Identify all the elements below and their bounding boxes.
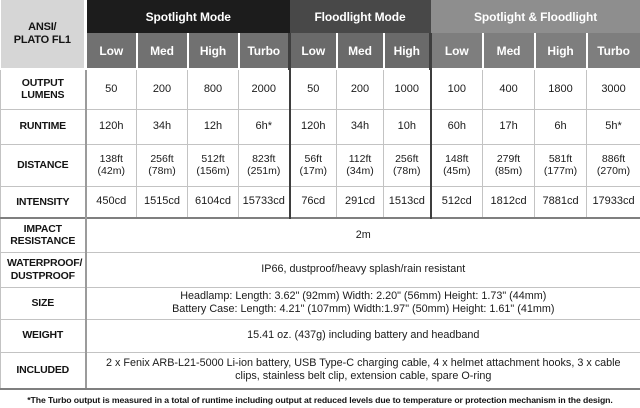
merged-value-line: IP66, dustproof/heavy splash/rain resistant (261, 262, 466, 275)
mode-header-floodlight-mode-high: High (384, 33, 431, 69)
cell-intensity-1: 1515cd (137, 186, 188, 218)
merged-value-line: Headlamp: Length: 3.62" (92mm) Width: 2.20" (56mm) Height: 1.73" (44mm) (180, 289, 547, 302)
cell-output-lumens-9: 1800 (535, 69, 587, 109)
cell-distance-4: 56ft (17m) (290, 144, 337, 186)
mode-header-spotlight-floodlight-med: Med (483, 33, 535, 69)
spec-row-impact-resistance (1, 218, 640, 252)
row-label-output-lumens: OUTPUT LUMENS (1, 69, 86, 109)
cell-intensity-3: 15733cd (239, 186, 290, 218)
cell-waterproof-dustproof (86, 252, 640, 287)
cell-distance-2: 512ft (156m) (188, 144, 239, 186)
cell-intensity-7: 512cd (431, 186, 483, 218)
mode-header-floodlight-mode-med: Med (337, 33, 384, 69)
mode-header-floodlight-mode-low: Low (290, 33, 337, 69)
cell-intensity-0: 450cd (86, 186, 137, 218)
cell-distance-5: 112ft (34m) (337, 144, 384, 186)
mode-header-spotlight-mode-high: High (188, 33, 239, 69)
cell-runtime-5: 34h (337, 109, 384, 144)
cell-output-lumens-5: 200 (337, 69, 384, 109)
merged-value-line: 2 x Fenix ARB-L21-5000 Li-ion battery, USB Type-C charging cable, 4 x helmet attachment hooks, 3 x cable clips, stainless belt clip, extension cable, spare O-ring (106, 356, 621, 383)
cell-distance-0: 138ft (42m) (86, 144, 137, 186)
cell-intensity-4: 76cd (290, 186, 337, 218)
cell-intensity-8: 1812cd (483, 186, 535, 218)
cell-runtime-4: 120h (290, 109, 337, 144)
spec-row-size (1, 287, 640, 319)
group-header-row (1, 0, 640, 33)
cell-output-lumens-8: 400 (483, 69, 535, 109)
cell-weight (86, 319, 640, 352)
turbo-footnote: *The Turbo output is measured in a total of runtime including output at reduced levels due to temperature or protection mechanism in the design. (27, 395, 613, 405)
row-label-size: SIZE (1, 287, 86, 319)
cell-output-lumens-2: 800 (188, 69, 239, 109)
spec-row-distance (1, 144, 640, 186)
cell-distance-6: 256ft (78m) (384, 144, 431, 186)
mode-header-spotlight-floodlight-turbo: Turbo (587, 33, 640, 69)
cell-runtime-2: 12h (188, 109, 239, 144)
mode-header-spotlight-mode-med: Med (137, 33, 188, 69)
cell-intensity-5: 291cd (337, 186, 384, 218)
mode-header-row (1, 33, 640, 69)
row-label-included: INCLUDED (1, 352, 86, 389)
cell-runtime-10: 5h* (587, 109, 640, 144)
corner-header (1, 0, 86, 69)
cell-intensity-2: 6104cd (188, 186, 239, 218)
merged-value-line: 15.41 oz. (437g) including battery and headband (247, 328, 480, 341)
cell-runtime-0: 120h (86, 109, 137, 144)
cell-distance-10: 886ft (270m) (587, 144, 640, 186)
cell-intensity-6: 1513cd (384, 186, 431, 218)
cell-intensity-9: 7881cd (535, 186, 587, 218)
cell-included (86, 352, 640, 389)
group-header-spotlight-floodlight: Spotlight & Floodlight (431, 0, 640, 33)
row-label-waterproof-dustproof: WATERPROOF/ DUSTPROOF (1, 252, 86, 287)
cell-runtime-9: 6h (535, 109, 587, 144)
cell-distance-8: 279ft (85m) (483, 144, 535, 186)
cell-output-lumens-1: 200 (137, 69, 188, 109)
table-header (1, 0, 640, 69)
cell-output-lumens-6: 1000 (384, 69, 431, 109)
spec-row-weight (1, 319, 640, 352)
mode-header-spotlight-mode-turbo: Turbo (239, 33, 290, 69)
cell-runtime-1: 34h (137, 109, 188, 144)
cell-impact-resistance (86, 218, 640, 252)
cell-distance-1: 256ft (78m) (137, 144, 188, 186)
corner-header-line2: PLATO FL1 (13, 34, 71, 46)
table-body (1, 69, 640, 389)
mode-header-spotlight-mode-low: Low (86, 33, 137, 69)
group-header-spotlight-mode: Spotlight Mode (86, 0, 290, 33)
cell-runtime-7: 60h (431, 109, 483, 144)
row-label-intensity: INTENSITY (1, 186, 86, 218)
cell-runtime-6: 10h (384, 109, 431, 144)
merged-value-line: Battery Case: Length: 4.21" (107mm) Width:1.97" (50mm) Height: 1.61" (41mm) (172, 303, 555, 315)
row-label-impact-resistance: IMPACT RESISTANCE (1, 218, 86, 252)
mode-header-spotlight-floodlight-high: High (535, 33, 587, 69)
row-label-distance: DISTANCE (1, 144, 86, 186)
cell-size (86, 287, 640, 319)
cell-output-lumens-10: 3000 (587, 69, 640, 109)
cell-intensity-10: 17933cd (587, 186, 640, 218)
spec-row-intensity (1, 186, 640, 218)
row-label-weight: WEIGHT (1, 319, 86, 352)
cell-distance-7: 148ft (45m) (431, 144, 483, 186)
cell-output-lumens-7: 100 (431, 69, 483, 109)
spec-row-runtime (1, 109, 640, 144)
cell-runtime-3: 6h* (239, 109, 290, 144)
spec-row-included (1, 352, 640, 389)
cell-output-lumens-4: 50 (290, 69, 337, 109)
spec-row-output-lumens (1, 69, 640, 109)
cell-output-lumens-3: 2000 (239, 69, 290, 109)
corner-header-line1: ANSI/ (28, 20, 57, 33)
cell-distance-9: 581ft (177m) (535, 144, 587, 186)
cell-runtime-8: 17h (483, 109, 535, 144)
group-header-floodlight-mode: Floodlight Mode (290, 0, 431, 33)
merged-value-line: 2m (355, 228, 371, 241)
mode-header-spotlight-floodlight-low: Low (431, 33, 483, 69)
cell-output-lumens-0: 50 (86, 69, 137, 109)
row-label-runtime: RUNTIME (1, 109, 86, 144)
cell-distance-3: 823ft (251m) (239, 144, 290, 186)
spec-row-waterproof-dustproof (1, 252, 640, 287)
